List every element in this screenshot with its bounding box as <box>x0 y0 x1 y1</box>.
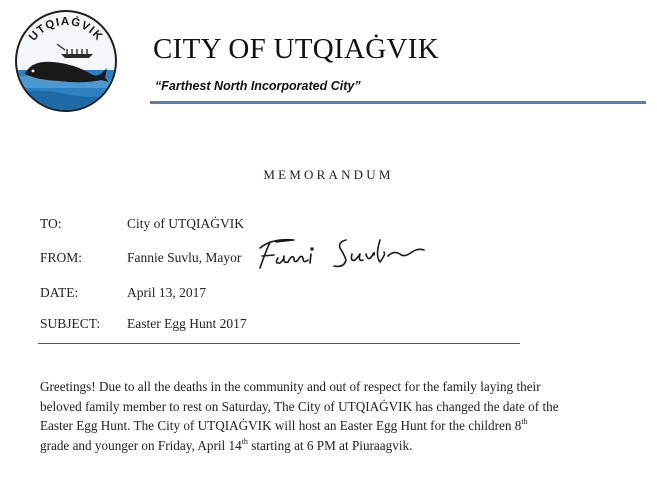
body-line-1: Greetings! Due to all the deaths in the community and out of respect for the family laying their <box>40 379 541 394</box>
from-value: Fannie Suvlu, Mayor <box>127 250 242 265</box>
ordinal-suffix: th <box>241 436 248 446</box>
date-value: April 13, 2017 <box>127 285 207 300</box>
from-label: FROM: <box>40 250 83 265</box>
header-divider <box>150 101 646 104</box>
mayor-signature <box>254 232 429 274</box>
date-label: DATE: <box>40 285 79 300</box>
to-label: TO: <box>40 216 62 231</box>
body-line-4-text-b: starting at 6 PM at Piuraagvik. <box>247 437 413 453</box>
to-value: City of UTQIAĠVIK <box>127 216 244 231</box>
city-title: CITY OF UTQIAĠVIK <box>153 33 439 65</box>
city-seal-logo <box>13 8 119 114</box>
body-line-4-text-a: grade and younger on Friday, April 14 <box>40 437 242 453</box>
seal-text: UTQIAĠVIK <box>27 15 105 44</box>
memo-heading: MEMORANDUM <box>263 167 394 182</box>
body-line-3 <box>40 416 640 436</box>
subject-label: SUBJECT: <box>40 316 101 331</box>
city-slogan: “Farthest North Incorporated City” <box>155 79 361 93</box>
body-line-4 <box>40 436 640 456</box>
memo-divider <box>38 343 520 344</box>
body-line-2: beloved family member to rest on Saturday, The City of UTQIAĠVIK has changed the date of the <box>40 398 559 414</box>
ordinal-suffix: th <box>521 417 528 426</box>
memo-body <box>40 377 640 455</box>
subject-value: Easter Egg Hunt 2017 <box>127 316 247 331</box>
body-line-3-text: Easter Egg Hunt. The City of UTQIAĠVIK will host an Easter Egg Hunt for the children 8 <box>40 418 522 433</box>
